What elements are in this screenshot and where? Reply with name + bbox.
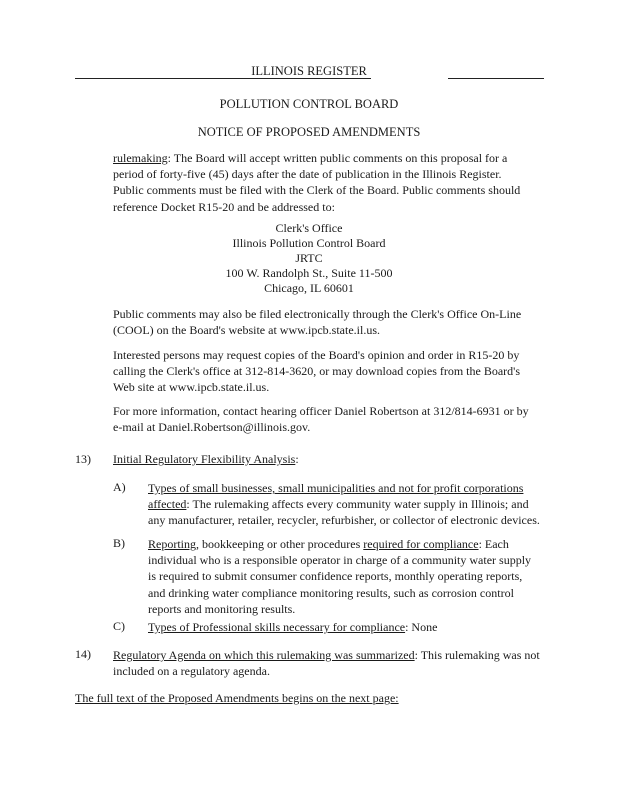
copies-paragraph: Interested persons may request copies of the Board's opinion and order in R15-20 by calling the Clerk's office at 312-814-3620, or may download copies from the Board's Web site at www.ipcb.state.il.us. — [113, 348, 521, 395]
section-14-text: : This rulemaking was not included on a regulatory agenda. — [113, 648, 540, 679]
item-b-text: : Each individual who is a responsible operator in charge of a community water supply is required to submit consumer confidence reports, monthly operating reports, and drinking water compliance monitoring results, such as corrosion control reports and monitoring results. — [148, 537, 532, 616]
item-a-text: : The rulemaking affects every community water supply in Illinois; and any manufacturer, retailer, recycler, refurbisher, or collector of electronic devices. — [148, 497, 540, 528]
intro-text: : The Board will accept written public comments on this proposal for a period of forty-five (45) days after the date of publication in the Illinois Register. Public comments must be filed with the Clerk of the Board. Public comments should reference Docket R15-20 and be addressed to: — [113, 151, 521, 214]
address-line-5: Chicago, IL 60601 — [264, 281, 354, 295]
item-c-paragraph — [148, 619, 540, 635]
item-b-title-1: Reporting — [148, 537, 196, 551]
section-14-paragraph — [113, 647, 543, 679]
section-13-number: 13) — [75, 452, 91, 466]
register-title: ILLINOIS REGISTER — [251, 64, 367, 78]
section-13-title: Initial Regulatory Flexibility Analysis — [113, 452, 296, 466]
address-line-2: Illinois Pollution Control Board — [232, 236, 386, 250]
item-a-title: Types of small businesses, small municipalities and not for profit corporations affected — [148, 481, 524, 512]
section-14-title: Regulatory Agenda on which this rulemaking was summarized — [113, 648, 415, 662]
address-line-1: Clerk's Office — [275, 221, 343, 235]
electronic-filing-paragraph: Public comments may also be filed electronically through the Clerk's Office On-Line (COOL) on the Board's website at www.ipcb.state.il.us. — [113, 307, 522, 338]
intro-paragraph — [113, 150, 525, 215]
item-a-paragraph — [148, 480, 540, 529]
full-text-notice: The full text of the Proposed Amendments begins on the next page: — [75, 691, 399, 705]
item-b-label: B) — [113, 536, 125, 550]
intro-lead: rulemaking — [113, 151, 168, 165]
item-c-text: : None — [405, 620, 438, 634]
address-line-4: 100 W. Randolph St., Suite 11-500 — [225, 266, 393, 280]
section-13-heading: Initial Regulatory Flexibility Analysis: — [113, 452, 299, 466]
address-block — [0, 221, 618, 296]
item-b-paragraph: Reporting, bookkeeping or other procedures required for compliance: Each individual who is a responsible operator in charge of a community water supply is required to submit consumer confidence reports, monthly operating reports, and drinking water compliance monitoring results, such as corrosion control reports and monitoring results. — [148, 537, 532, 616]
address-line-3: JRTC — [295, 251, 323, 265]
board-title: POLLUTION CONTROL BOARD — [219, 97, 399, 111]
item-c-label: C) — [113, 619, 125, 633]
item-c-title: Types of Professional skills necessary for compliance — [148, 620, 406, 634]
item-a-label: A) — [113, 480, 126, 494]
notice-title: NOTICE OF PROPOSED AMENDMENTS — [197, 125, 421, 139]
section-14-number: 14) — [75, 647, 91, 661]
item-b-title-2: required for compliance — [363, 537, 479, 551]
contact-paragraph: For more information, contact hearing officer Daniel Robertson at 312/814-6931 or by e-mail at Daniel.Robertson@illinois.gov. — [113, 404, 529, 435]
